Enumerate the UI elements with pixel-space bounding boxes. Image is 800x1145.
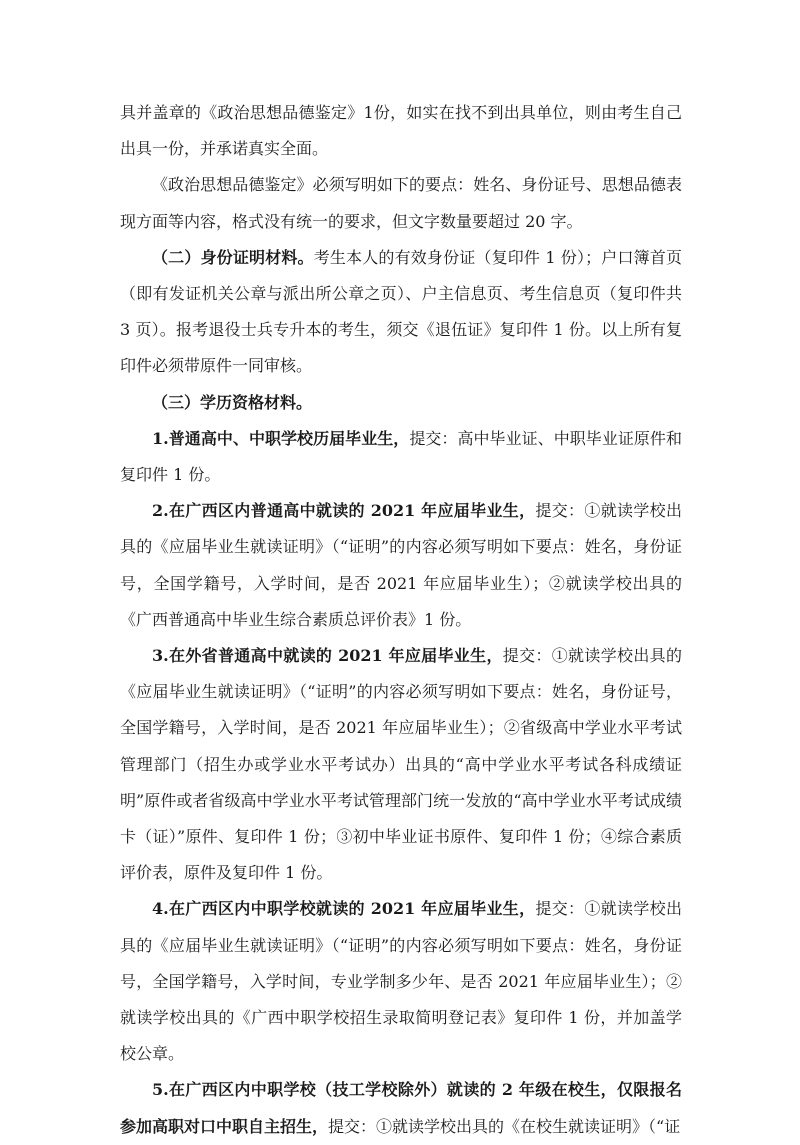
paragraph-item-4 (120, 891, 682, 1072)
paragraph-text: 提交：①就读学校出具的《应届毕业生就读证明》（“证明”的内容必须写明如下要点：姓名，身份证号，全国学籍号，入学时间，是否 2021 年应届毕业生）；②省级高中学业水平考试管理部门（招生办或学业水平考试办）出具的“高中学业水平考试各科成绩证明”原件或者省级高中学业水平考试管理部门统一发放的“高中学业水平考试成绩卡（证）”原件、复印件 1 份；③初中毕业证书原件、复印件 1 份；④综合素质评价表，原件及复印件 1 份。 (120, 646, 682, 883)
paragraph-moral-evaluation-continued (120, 95, 682, 167)
paragraph-lead: （三）学历资格材料。 (152, 392, 313, 412)
paragraph-item-3 (120, 638, 682, 891)
paragraph-text: 考生本人的有效身份证（复印件 1 份）；户口簿首页（即有发证机关公章与派出所公章之页）、户主信息页、考生信息页（复印件共 3 页）。报考退役士兵专升本的考生，须交《退伍证》复印件 1 份。以上所有复印件必须带原件一同审核。 (120, 247, 682, 376)
paragraph-item-2 (120, 493, 682, 638)
paragraph-item-1 (120, 421, 682, 493)
paragraph-lead: 2.在广西区内普通高中就读的 2021 年应届毕业生， (152, 501, 536, 521)
paragraph-lead: 5.在广西区内中职学校（技工学校除外）就读的 2 年级在校生，仅限报名参加高职对口中职自主招生， (120, 1080, 682, 1136)
document-page (120, 95, 682, 1145)
paragraph-lead: （二）身份证明材料。 (152, 247, 314, 267)
paragraph-identity-materials (120, 240, 682, 385)
paragraph-education-heading (120, 385, 682, 421)
paragraph-text: 提交：①就读学校出具的《应届毕业生就读证明》（“证明”的内容必须写明如下要点：姓名，身份证号，全国学籍号，入学时间，是否 2021 年应届毕业生）；②就读学校出具的《广西普通高中毕业生综合素质总评价表》1 份。 (120, 501, 682, 629)
paragraph-lead: 1.普通高中、中职学校历届毕业生， (152, 428, 410, 448)
paragraph-text: 具并盖章的《政治思想品德鉴定》1份，如实在找不到出具单位，则由考生自己出具一份，并承诺真实全面。 (120, 103, 682, 159)
paragraph-lead: 3.在外省普通高中就读的 2021 年应届毕业生， (152, 646, 503, 666)
paragraph-text: 《政治思想品德鉴定》必须写明如下的要点：姓名、身份证号、思想品德表现方面等内容，格式没有统一的要求，但文字数量要超过 20 字。 (120, 175, 682, 231)
paragraph-item-5 (120, 1072, 682, 1144)
paragraph-moral-evaluation-requirements (120, 167, 682, 239)
paragraph-lead: 4.在广西区内中职学校就读的 2021 年应届毕业生， (152, 899, 536, 919)
paragraph-text: 提交：①就读学校出具的《在校生就读证明》（“证 (328, 1116, 681, 1136)
paragraph-text: 提交：①就读学校出具的《应届毕业生就读证明》（“证明”的内容必须写明如下要点：姓名，身份证号，全国学籍号，入学时间，专业学制多少年、是否 2021 年应届毕业生）；②就读学校出具的《广西中职学校招生录取简明登记表》复印件 1 份，并加盖学校公章。 (120, 899, 682, 1064)
paragraph-text: 提交：高中毕业证、中职毕业证原件和复印件 1 份。 (120, 428, 682, 485)
